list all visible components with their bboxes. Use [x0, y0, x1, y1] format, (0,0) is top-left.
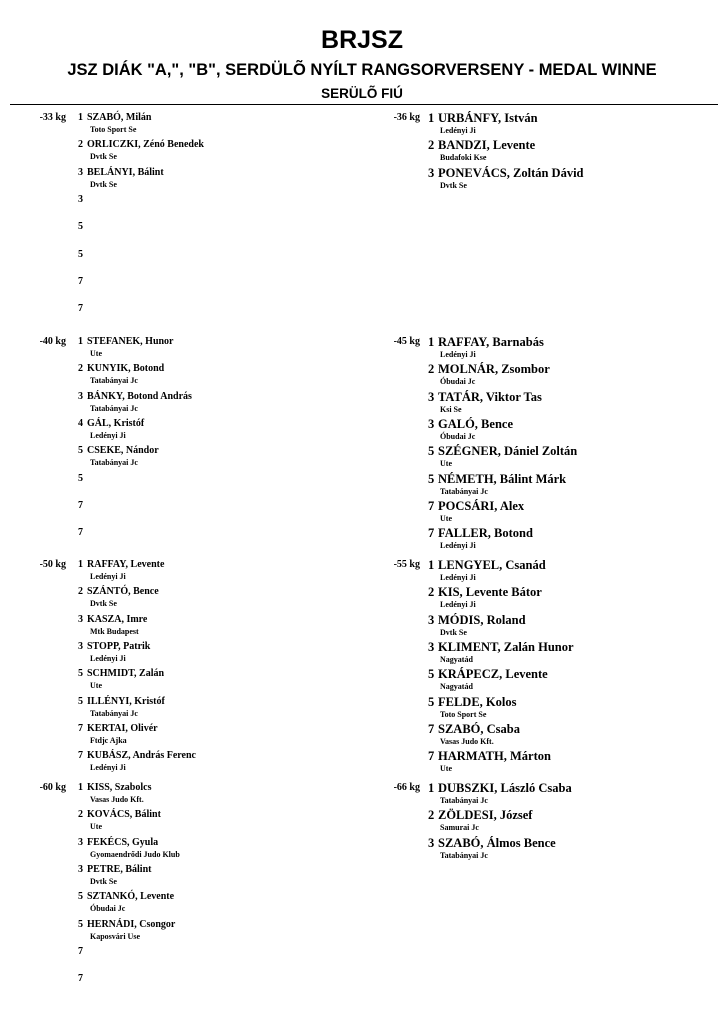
- result-entry: [428, 335, 544, 360]
- rank: 1: [428, 335, 435, 349]
- rank: 2: [78, 586, 83, 598]
- result-entry: [428, 749, 551, 774]
- club-name: Tatabányai Jc: [90, 458, 138, 468]
- result-entry: [78, 863, 151, 887]
- athlete-name: GÁL, Kristóf: [87, 417, 145, 429]
- weight-category: -55 kg: [393, 559, 420, 570]
- result-entry: [78, 945, 87, 958]
- result-entry: [428, 836, 556, 861]
- weight-category: -40 kg: [39, 336, 66, 347]
- athlete-name: SZTANKÓ, Levente: [87, 891, 175, 903]
- athlete-name: KLIMENT, Zalán Hunor: [438, 639, 574, 654]
- club-name: Dvtk Se: [90, 876, 117, 886]
- athlete-name: KIS, Levente Bátor: [438, 585, 542, 600]
- rank: 4: [78, 417, 83, 429]
- club-name: Mtk Budapest: [90, 626, 139, 636]
- rank: 7: [78, 750, 83, 762]
- club-name: Tatabányai Jc: [90, 403, 138, 413]
- athlete-name: RAFFAY, Levente: [87, 559, 165, 570]
- result-entry: [78, 138, 204, 162]
- result-entry: [428, 808, 532, 833]
- result-entry: [428, 166, 584, 191]
- club-name: Ledényi Ji: [440, 541, 476, 551]
- result-entry: [78, 220, 87, 233]
- athlete-name: SZÉGNER, Dániel Zoltán: [438, 444, 578, 459]
- club-name: Ledényi Ji: [90, 653, 126, 663]
- result-entry: [78, 749, 196, 773]
- club-name: Dvtk Se: [440, 180, 467, 190]
- page-title: BRJSZ: [321, 26, 403, 54]
- result-entry: [428, 472, 566, 497]
- athlete-name: KOVÁCS, Bálint: [87, 809, 161, 821]
- result-entry: [428, 722, 520, 747]
- athlete-name: KISS, Szabolcs: [87, 782, 152, 793]
- club-name: Ute: [440, 459, 452, 469]
- athlete-name: PETRE, Bálint: [87, 863, 152, 875]
- rank: 3: [78, 640, 83, 652]
- rank: 3: [78, 166, 83, 178]
- rank: 7: [78, 945, 83, 957]
- rank: 3: [78, 193, 83, 205]
- athlete-name: KUBÁSZ, András Ferenc: [87, 750, 196, 762]
- club-name: Ledényi Ji: [90, 572, 126, 581]
- rank: 1: [428, 558, 435, 572]
- rank: 5: [78, 221, 83, 233]
- athlete-name: TATÁR, Viktor Tas: [438, 389, 542, 404]
- rank: 5: [78, 472, 83, 484]
- result-entry: [428, 781, 572, 806]
- rank: 1: [428, 111, 435, 125]
- club-name: Vasas Judo Kft.: [90, 795, 144, 804]
- result-entry: [78, 640, 150, 664]
- club-name: Dvtk Se: [90, 179, 117, 189]
- rank: 3: [428, 612, 435, 627]
- rank: 5: [78, 918, 83, 930]
- rank: 3: [428, 165, 435, 180]
- club-name: Tatabányai Jc: [90, 376, 138, 386]
- result-entry: [78, 166, 164, 190]
- result-entry: [428, 362, 550, 387]
- athlete-name: KERTAI, Olivér: [87, 722, 158, 734]
- athlete-name: BÁNKY, Botond András: [87, 390, 192, 402]
- rank: 5: [428, 471, 435, 486]
- athlete-name: POCSÁRI, Alex: [438, 498, 525, 513]
- rank: 5: [78, 668, 83, 680]
- result-entry: [78, 335, 174, 359]
- rank: 1: [78, 112, 83, 123]
- club-name: Óbudai Jc: [440, 431, 476, 441]
- club-name: Ledényi Ji: [90, 430, 126, 440]
- athlete-name: MÓDIS, Roland: [438, 612, 526, 627]
- rank: 3: [78, 836, 83, 848]
- athlete-name: PONEVÁCS, Zoltán Dávid: [438, 165, 584, 180]
- result-entry: [428, 499, 524, 524]
- athlete-name: NÉMETH, Bálint Márk: [438, 471, 567, 486]
- club-name: Tatabányai Jc: [440, 486, 488, 496]
- result-entry: [78, 472, 87, 485]
- athlete-name: FEKÉCS, Gyula: [87, 836, 159, 848]
- rank: 7: [428, 526, 435, 541]
- club-name: Toto Sport Se: [90, 125, 137, 134]
- athlete-name: LENGYEL, Csanád: [438, 558, 546, 572]
- athlete-name: URBÁNFY, István: [438, 111, 538, 125]
- result-entry: [78, 781, 151, 805]
- athlete-name: GALÓ, Bence: [438, 416, 513, 431]
- club-name: Ftdjc Ajka: [90, 735, 127, 745]
- result-entry: [428, 667, 548, 692]
- club-name: Ledényi Ji: [440, 600, 476, 610]
- rank: 7: [428, 721, 435, 736]
- club-name: Dvtk Se: [90, 152, 117, 162]
- result-entry: [428, 111, 538, 136]
- athlete-name: RAFFAY, Barnabás: [438, 335, 544, 349]
- rank: 2: [428, 138, 435, 153]
- rank: 1: [78, 559, 83, 570]
- result-entry: [78, 558, 164, 582]
- result-entry: [428, 558, 546, 583]
- result-entry: [78, 972, 87, 985]
- rank: 5: [78, 445, 83, 457]
- athlete-name: ZÖLDESI, József: [438, 808, 533, 823]
- rank: 5: [428, 694, 435, 709]
- rank: 1: [78, 336, 83, 347]
- result-entry: [78, 111, 151, 135]
- club-name: Ksi Se: [440, 404, 462, 414]
- rank: 1: [428, 781, 435, 795]
- rank: 7: [78, 722, 83, 734]
- club-name: Tatabányai Jc: [90, 708, 138, 718]
- rank: 3: [428, 835, 435, 850]
- weight-category: -50 kg: [39, 559, 66, 570]
- athlete-name: KRÁPECZ, Levente: [438, 667, 548, 682]
- weight-category: -60 kg: [39, 782, 66, 793]
- athlete-name: STEFANEK, Hunor: [87, 336, 174, 347]
- rank: 1: [78, 782, 83, 793]
- competition-title: JSZ DIÁK "A,", "B", SERDÜLÕ NYÍLT RANGSORVERSENY - MEDAL WINNE: [67, 61, 657, 79]
- result-entry: [78, 390, 192, 414]
- athlete-name: MOLNÁR, Zsombor: [438, 362, 550, 377]
- rank: 7: [78, 499, 83, 511]
- club-name: Dvtk Se: [90, 599, 117, 609]
- rank: 3: [428, 639, 435, 654]
- club-name: Ute: [440, 513, 452, 523]
- rank: 5: [78, 695, 83, 707]
- athlete-name: SCHMIDT, Zalán: [87, 668, 165, 680]
- athlete-name: BANDZI, Levente: [438, 138, 536, 153]
- rank: 2: [78, 809, 83, 821]
- club-name: Kaposvári Use: [90, 931, 140, 941]
- result-entry: [78, 585, 159, 609]
- rank: 7: [78, 973, 83, 985]
- rank: 7: [428, 749, 435, 764]
- club-name: Ute: [440, 764, 452, 774]
- club-name: Ledényi Ji: [440, 573, 476, 582]
- athlete-name: CSEKE, Nándor: [87, 445, 159, 457]
- result-entry: [78, 499, 87, 512]
- result-entry: [78, 890, 174, 914]
- rank: 2: [78, 139, 83, 151]
- athlete-name: ILLÉNYI, Kristóf: [87, 695, 165, 707]
- result-entry: [78, 275, 87, 288]
- weight-category: -33 kg: [39, 112, 66, 123]
- club-name: Ledényi Ji: [90, 763, 126, 773]
- result-entry: [428, 585, 542, 610]
- athlete-name: KUNYIK, Botond: [87, 363, 165, 375]
- athlete-name: SZABÓ, Csaba: [438, 721, 520, 736]
- athlete-name: FALLER, Botond: [438, 526, 533, 541]
- result-entry: [428, 640, 574, 665]
- athlete-name: HARMATH, Márton: [438, 749, 551, 764]
- rank: 2: [78, 363, 83, 375]
- rank: 7: [428, 498, 435, 513]
- result-entry: [78, 193, 87, 206]
- weight-category: -36 kg: [393, 112, 420, 123]
- weight-category: -66 kg: [393, 782, 420, 793]
- club-name: Nagyatád: [440, 654, 473, 664]
- result-entry: [78, 526, 87, 539]
- rank: 7: [78, 275, 83, 287]
- club-name: Ute: [90, 349, 102, 358]
- result-entry: [428, 138, 535, 163]
- club-name: Tatabányai Jc: [440, 850, 488, 860]
- rank: 5: [78, 248, 83, 260]
- athlete-name: ORLICZKI, Zénó Benedek: [87, 139, 204, 151]
- athlete-name: STOPP, Patrik: [87, 640, 151, 652]
- athlete-name: SZABÓ, Álmos Bence: [438, 835, 556, 850]
- club-name: Tatabányai Jc: [440, 796, 488, 805]
- result-entry: [78, 667, 164, 691]
- rank: 5: [78, 891, 83, 903]
- club-name: Óbudai Jc: [440, 377, 476, 387]
- rank: 2: [428, 585, 435, 600]
- result-entry: [78, 362, 164, 386]
- club-name: Óbudai Jc: [90, 904, 126, 914]
- result-entry: [78, 695, 165, 719]
- result-entry: [78, 302, 87, 315]
- result-entry: [428, 390, 542, 415]
- result-entry: [428, 526, 533, 551]
- club-name: Toto Sport Se: [440, 709, 487, 719]
- club-name: Samurai Jc: [440, 823, 479, 833]
- athlete-name: HERNÁDI, Csongor: [87, 918, 176, 930]
- athlete-name: SZABÓ, Milán: [87, 112, 152, 123]
- result-entry: [428, 417, 513, 442]
- result-entry: [78, 808, 161, 832]
- rank: 2: [428, 362, 435, 377]
- rank: 3: [78, 390, 83, 402]
- result-entry: [78, 248, 87, 261]
- rank: 7: [78, 303, 83, 315]
- result-entry: [78, 918, 175, 942]
- result-entry: [78, 722, 158, 746]
- club-name: Dvtk Se: [440, 627, 467, 637]
- club-name: Gyomaendrődi Judo Klub: [90, 849, 180, 859]
- result-entry: [78, 444, 159, 468]
- athlete-name: SZÁNTÓ, Bence: [87, 586, 159, 598]
- athlete-name: FELDE, Kolos: [438, 694, 517, 709]
- club-name: Ute: [90, 681, 102, 691]
- result-entry: [78, 417, 144, 441]
- club-name: Budafoki Kse: [440, 153, 487, 163]
- weight-category: -45 kg: [393, 336, 420, 347]
- athlete-name: DUBSZKI, László Csaba: [438, 781, 572, 795]
- club-name: Vasas Judo Kft.: [440, 736, 494, 746]
- rank: 5: [428, 444, 435, 459]
- header-divider: [10, 104, 718, 105]
- club-name: Nagyatád: [440, 682, 473, 692]
- result-entry: [428, 613, 526, 638]
- rank: 3: [428, 389, 435, 404]
- section-title: SERÜLÕ FIÚ: [321, 86, 403, 101]
- club-name: Ledényi Ji: [440, 126, 476, 135]
- rank: 3: [78, 613, 83, 625]
- result-entry: [78, 836, 180, 860]
- club-name: Ledényi Ji: [440, 350, 476, 359]
- athlete-name: BELÁNYI, Bálint: [87, 166, 164, 178]
- rank: 5: [428, 667, 435, 682]
- result-entry: [428, 695, 517, 720]
- result-entry: [428, 444, 577, 469]
- club-name: Ute: [90, 822, 102, 832]
- result-entry: [78, 613, 147, 637]
- rank: 2: [428, 808, 435, 823]
- rank: 3: [78, 863, 83, 875]
- rank: 7: [78, 527, 83, 539]
- rank: 3: [428, 416, 435, 431]
- athlete-name: KASZA, Imre: [87, 613, 148, 625]
